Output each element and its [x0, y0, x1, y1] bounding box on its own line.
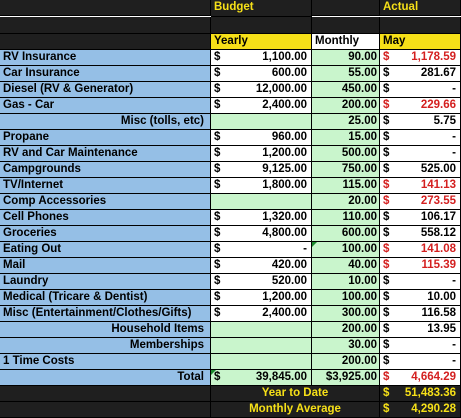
currency-symbol: $: [214, 99, 221, 111]
yearly-cell[interactable]: [211, 162, 312, 178]
currency-symbol: $: [214, 83, 221, 95]
yearly-cell[interactable]: [211, 114, 312, 130]
currency-symbol: $: [214, 211, 221, 223]
currency-symbol: $: [383, 179, 390, 191]
currency-symbol: $: [214, 163, 221, 175]
monthly-cell[interactable]: 25.00: [312, 114, 380, 130]
actual-cell[interactable]: [380, 162, 461, 178]
summary-value: 51,483.36: [404, 387, 456, 399]
yearly-value: 1,320.00: [262, 211, 307, 223]
monthly-cell[interactable]: 300.00: [312, 306, 380, 322]
currency-symbol: $: [214, 179, 221, 191]
row-label-cell[interactable]: TV/Internet: [0, 178, 211, 194]
actual-cell[interactable]: [380, 226, 461, 242]
currency-symbol: $: [383, 259, 390, 271]
yearly-header[interactable]: Yearly: [211, 34, 312, 50]
total-actual-cell[interactable]: [380, 370, 461, 386]
currency-symbol: $: [383, 355, 390, 367]
currency-symbol: $: [214, 259, 221, 271]
currency-symbol: $: [383, 163, 390, 175]
yearly-cell[interactable]: [211, 178, 312, 194]
currency-symbol: $: [383, 227, 390, 239]
monthly-cell[interactable]: 100.00: [312, 242, 380, 258]
summary-label[interactable]: Year to Date: [211, 386, 380, 402]
yearly-value: 520.00: [271, 275, 307, 287]
yearly-cell[interactable]: [211, 274, 312, 290]
actual-cell[interactable]: [380, 146, 461, 162]
currency-symbol: $: [383, 387, 390, 399]
header-blank-cell[interactable]: [312, 17, 380, 34]
row-label-cell[interactable]: Campgrounds: [0, 162, 211, 178]
monthly-cell[interactable]: 450.00: [312, 82, 380, 98]
monthly-cell[interactable]: 20.00: [312, 194, 380, 210]
yearly-value: 1,200.00: [262, 147, 307, 159]
yearly-value: 12,000.00: [255, 83, 307, 95]
currency-symbol: $: [383, 51, 390, 63]
header-blank-cell[interactable]: [0, 34, 211, 50]
row-label-cell[interactable]: Diesel (RV & Generator): [0, 82, 211, 98]
yearly-cell[interactable]: [211, 210, 312, 226]
monthly-cell[interactable]: 500.00: [312, 146, 380, 162]
currency-symbol: $: [383, 131, 390, 143]
actual-value: 273.55: [420, 195, 456, 207]
currency-symbol: $: [383, 275, 390, 287]
currency-symbol: $: [383, 211, 390, 223]
row-label-cell[interactable]: Misc (Entertainment/Clothes/Gifts): [0, 306, 211, 322]
yearly-cell[interactable]: [211, 258, 312, 274]
monthly-cell[interactable]: 200.00: [312, 354, 380, 370]
currency-symbol: $: [383, 371, 390, 383]
yearly-value: 1,800.00: [262, 179, 307, 191]
header-blank-cell[interactable]: [380, 17, 461, 34]
actual-cell[interactable]: [380, 82, 461, 98]
actual-value: 281.67: [420, 67, 456, 79]
currency-symbol: $: [383, 323, 390, 335]
currency-symbol: $: [214, 275, 221, 287]
yearly-cell[interactable]: [211, 146, 312, 162]
summary-value: 4,290.28: [411, 403, 456, 415]
monthly-cell[interactable]: 55.00: [312, 66, 380, 82]
yearly-cell[interactable]: [211, 322, 312, 338]
currency-symbol: $: [383, 339, 390, 351]
row-label-cell[interactable]: Misc (tolls, etc): [0, 114, 211, 130]
total-yearly-cell[interactable]: [211, 370, 312, 386]
yearly-value: 1,100.00: [262, 51, 307, 63]
yearly-value: 4,800.00: [262, 227, 307, 239]
summary-blank-cell[interactable]: [0, 386, 211, 402]
actual-value: 106.17: [420, 211, 456, 223]
currency-symbol: $: [214, 67, 221, 79]
currency-symbol: $: [214, 227, 221, 239]
header-blank-cell[interactable]: [312, 0, 380, 16]
actual-cell[interactable]: [380, 322, 461, 338]
row-label-cell[interactable]: Comp Accessories: [0, 194, 211, 210]
currency-symbol: $: [383, 243, 390, 255]
yearly-cell[interactable]: [211, 306, 312, 322]
currency-symbol: $: [214, 51, 221, 63]
actual-value: -: [452, 147, 456, 159]
actual-cell[interactable]: [380, 274, 461, 290]
yearly-value: 960.00: [271, 131, 307, 143]
yearly-value: 600.00: [271, 67, 307, 79]
monthly-header[interactable]: Monthly: [312, 34, 380, 50]
monthly-cell[interactable]: 10.00: [312, 274, 380, 290]
currency-symbol: $: [383, 307, 390, 319]
yearly-cell[interactable]: [211, 354, 312, 370]
actual-value: 10.00: [427, 291, 456, 303]
row-label-cell[interactable]: Eating Out: [0, 242, 211, 258]
yearly-cell[interactable]: [211, 242, 312, 258]
currency-symbol: $: [383, 403, 390, 415]
currency-symbol: $: [383, 115, 390, 127]
actual-value: 5.75: [433, 115, 456, 127]
actual-value: -: [452, 355, 456, 367]
actual-value: -: [452, 275, 456, 287]
monthly-cell[interactable]: 40.00: [312, 258, 380, 274]
row-label-cell[interactable]: Propane: [0, 130, 211, 146]
currency-symbol: $: [383, 99, 390, 111]
monthly-cell[interactable]: 600.00: [312, 226, 380, 242]
monthly-cell[interactable]: 200.00: [312, 98, 380, 114]
currency-symbol: $: [214, 371, 221, 383]
row-label-cell[interactable]: 1 Time Costs: [0, 354, 211, 370]
yearly-value: 2,400.00: [262, 307, 307, 319]
actual-cell[interactable]: [380, 354, 461, 370]
yearly-cell[interactable]: [211, 50, 312, 66]
yearly-value: -: [303, 243, 307, 255]
actual-cell[interactable]: [380, 178, 461, 194]
monthly-cell[interactable]: 200.00: [312, 322, 380, 338]
row-label-cell[interactable]: Memberships: [0, 338, 211, 354]
yearly-cell[interactable]: [211, 226, 312, 242]
total-yearly-value: 39,845.00: [255, 371, 307, 383]
actual-value: 525.00: [420, 163, 456, 175]
actual-cell[interactable]: [380, 290, 461, 306]
currency-symbol: $: [214, 147, 221, 159]
row-label-cell[interactable]: Medical (Tricare & Dentist): [0, 290, 211, 306]
yearly-cell[interactable]: [211, 66, 312, 82]
actual-value: 115.39: [421, 259, 456, 271]
actual-cell[interactable]: [380, 306, 461, 322]
actual-value: 1,178.59: [411, 51, 456, 63]
yearly-cell[interactable]: [211, 290, 312, 306]
summary-value-cell[interactable]: [380, 386, 461, 402]
row-label-cell[interactable]: Gas - Car: [0, 98, 211, 114]
summary-label[interactable]: Monthly Average: [211, 402, 380, 418]
monthly-cell[interactable]: 15.00: [312, 130, 380, 146]
currency-symbol: $: [383, 147, 390, 159]
actual-value: 141.08: [420, 243, 456, 255]
monthly-cell[interactable]: 100.00: [312, 290, 380, 306]
actual-cell[interactable]: [380, 98, 461, 114]
yearly-value: 420.00: [271, 259, 307, 271]
header-blank-cell[interactable]: [211, 17, 312, 34]
row-label-cell[interactable]: Car Insurance: [0, 66, 211, 82]
actual-cell[interactable]: [380, 210, 461, 226]
actual-value: 116.58: [421, 307, 456, 319]
row-label-cell[interactable]: RV Insurance: [0, 50, 211, 66]
actual-value: 141.13: [420, 179, 456, 191]
actual-cell[interactable]: [380, 66, 461, 82]
monthly-cell[interactable]: 115.00: [312, 178, 380, 194]
monthly-cell[interactable]: 90.00: [312, 50, 380, 66]
total-monthly-cell[interactable]: $3,925.00: [312, 370, 380, 386]
yearly-cell[interactable]: [211, 82, 312, 98]
row-label-cell[interactable]: RV and Car Maintenance: [0, 146, 211, 162]
yearly-cell[interactable]: [211, 194, 312, 210]
monthly-cell[interactable]: 30.00: [312, 338, 380, 354]
yearly-cell[interactable]: [211, 338, 312, 354]
yearly-cell[interactable]: [211, 98, 312, 114]
row-label-cell[interactable]: Mail: [0, 258, 211, 274]
currency-symbol: $: [383, 83, 390, 95]
currency-symbol: $: [383, 67, 390, 79]
currency-symbol: $: [383, 291, 390, 303]
actual-value: -: [452, 339, 456, 351]
currency-symbol: $: [214, 291, 221, 303]
row-label-cell[interactable]: Laundry: [0, 274, 211, 290]
currency-symbol: $: [214, 307, 221, 319]
actual-cell[interactable]: [380, 194, 461, 210]
header-blank-cell[interactable]: [0, 17, 211, 34]
total-label[interactable]: Total: [0, 370, 211, 386]
actual-cell[interactable]: [380, 50, 461, 66]
monthly-cell[interactable]: 750.00: [312, 162, 380, 178]
actual-header[interactable]: Actual: [380, 0, 461, 16]
yearly-value: 2,400.00: [262, 99, 307, 111]
actual-value: 229.66: [420, 99, 456, 111]
month-header[interactable]: May: [380, 34, 461, 50]
yearly-value: 9,125.00: [262, 163, 307, 175]
total-actual-value: 4,664.29: [411, 371, 456, 383]
actual-cell[interactable]: [380, 114, 461, 130]
row-label-cell[interactable]: Household Items: [0, 322, 211, 338]
budget-header[interactable]: Budget: [211, 0, 312, 17]
yearly-cell[interactable]: [211, 130, 312, 146]
header-blank-cell[interactable]: [0, 0, 211, 16]
actual-cell[interactable]: [380, 242, 461, 258]
actual-value: -: [452, 131, 456, 143]
actual-value: -: [452, 83, 456, 95]
actual-value: 558.12: [420, 227, 456, 239]
row-label-cell[interactable]: Groceries: [0, 226, 211, 242]
currency-symbol: $: [214, 243, 221, 255]
actual-cell[interactable]: [380, 130, 461, 146]
actual-value: 13.95: [427, 323, 456, 335]
row-label-cell[interactable]: Cell Phones: [0, 210, 211, 226]
currency-symbol: $: [214, 131, 221, 143]
monthly-cell[interactable]: 110.00: [312, 210, 380, 226]
actual-cell[interactable]: [380, 258, 461, 274]
currency-symbol: $: [383, 195, 390, 207]
yearly-value: 1,200.00: [262, 291, 307, 303]
actual-cell[interactable]: [380, 338, 461, 354]
